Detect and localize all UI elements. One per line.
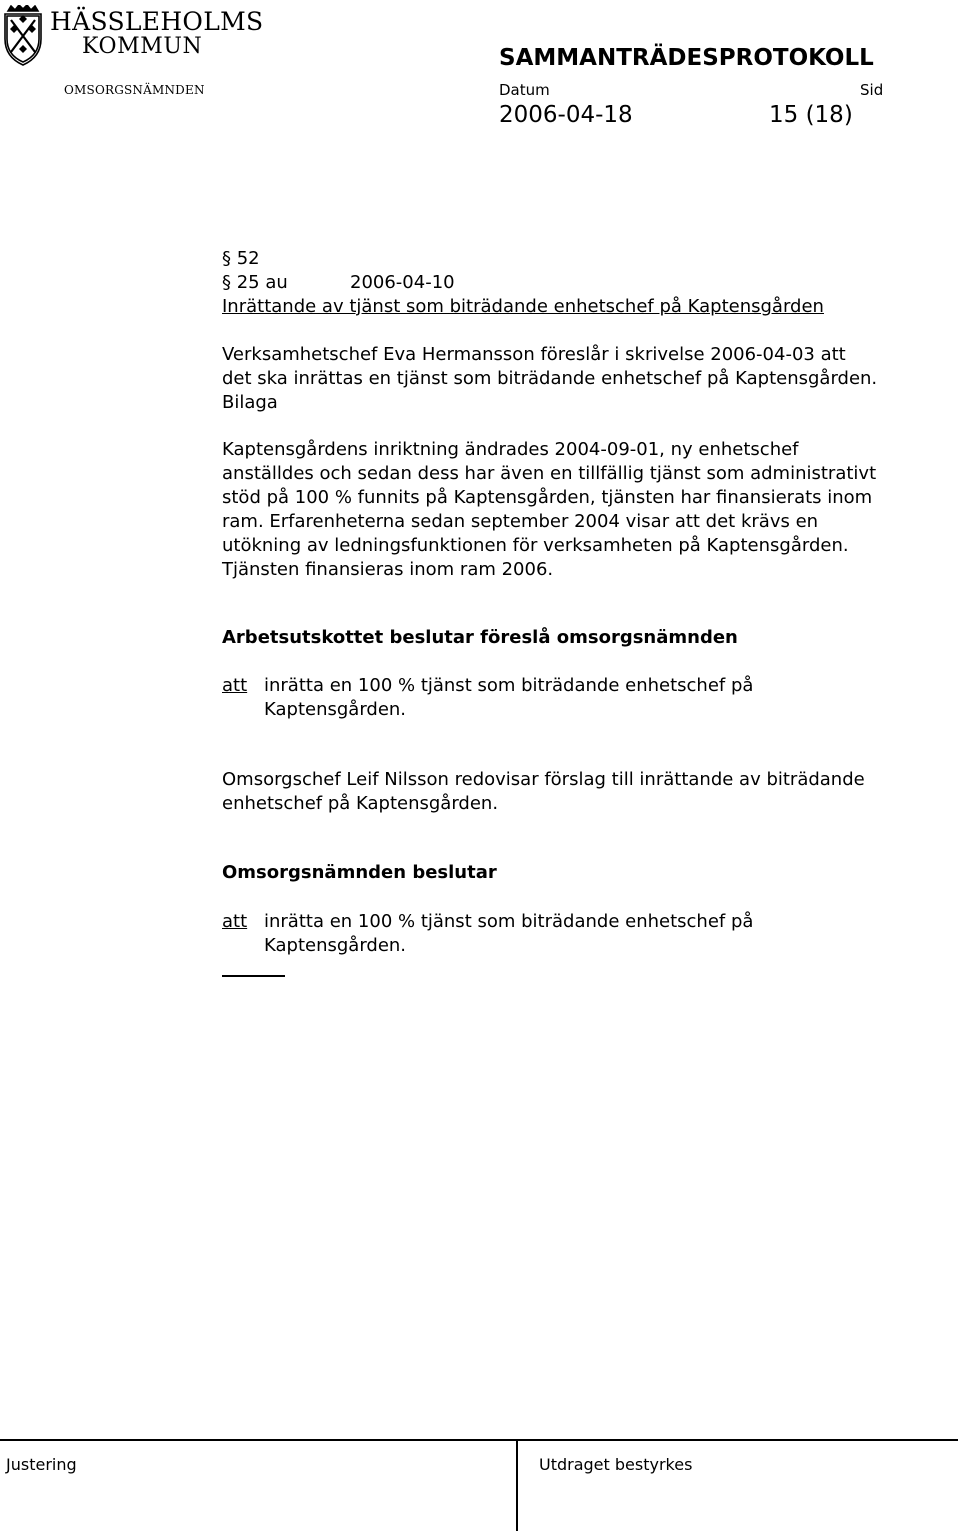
on-heading: Omsorgsnämnden beslutar	[222, 862, 497, 883]
au-decision-line1: inrätta en 100 % tjänst som biträdande enhetschef på	[264, 675, 754, 696]
footer-rule	[0, 1439, 958, 1441]
au-heading: Arbetsutskottet beslutar föreslå omsorgsnämnden	[222, 627, 738, 648]
footer-justering-label: Justering	[6, 1455, 77, 1474]
sub-reference	[222, 271, 288, 295]
on-decision-line2: Kaptensgården.	[264, 935, 407, 956]
on-att: att	[222, 911, 248, 932]
sub-date: 2006-04-10	[350, 272, 455, 293]
para2-line1: Kaptensgårdens inriktning ändrades 2004-09-01, ny enhetschef	[222, 439, 799, 460]
end-rule	[222, 975, 285, 977]
para3-line1: Omsorgschef Leif Nilsson redovisar förslag till inrättande av biträdande	[222, 769, 865, 790]
item-title: Inrättande av tjänst som biträdande enhetschef på Kaptensgården	[222, 296, 824, 317]
para1-line1: Verksamhetschef Eva Hermansson föreslår i skrivelse 2006-04-03 att	[222, 344, 846, 365]
org-name-line2: KOMMUN	[82, 34, 203, 59]
section-number-value: 52	[236, 248, 260, 269]
org-name-line1: HÄSSLEHOLMS	[50, 7, 264, 36]
sub-section-symbol: §	[222, 272, 231, 293]
page-label: Sid	[860, 81, 884, 99]
date-label: Datum	[499, 81, 550, 99]
para2-line6: Tjänsten finansieras inom ram 2006.	[222, 559, 554, 580]
footer-divider	[516, 1441, 518, 1531]
para2-line4: ram. Erfarenheterna sedan september 2004 visar att det krävs en	[222, 511, 819, 532]
attachment-label: Bilaga	[222, 392, 278, 413]
footer-utdrag-label: Utdraget bestyrkes	[539, 1455, 693, 1474]
date-value: 2006-04-18	[499, 102, 633, 128]
para1-line2: det ska inrättas en tjänst som biträdande enhetschef på Kaptensgården.	[222, 368, 878, 389]
para2-line5: utökning av ledningsfunktionen för verksamheten på Kaptensgården.	[222, 535, 849, 556]
page-value: 15 (18)	[769, 102, 853, 128]
para2-line3: stöd på 100 % funnits på Kaptensgården, tjänsten har finansierats inom	[222, 487, 873, 508]
crest-icon	[2, 5, 44, 67]
document-title: SAMMANTRÄDESPROTOKOLL	[499, 45, 874, 71]
para2-line2: anställdes och sedan dess har även en tillfällig tjänst som administrativt	[222, 463, 877, 484]
au-att: att	[222, 675, 248, 696]
au-decision-line2: Kaptensgården.	[264, 699, 407, 720]
department-name: OMSORGSNÄMNDEN	[64, 83, 205, 97]
on-decision-line1: inrätta en 100 % tjänst som biträdande enhetschef på	[264, 911, 754, 932]
section-number	[222, 247, 260, 271]
section-symbol: §	[222, 248, 231, 269]
para3-line2: enhetschef på Kaptensgården.	[222, 793, 499, 814]
sub-number: 25 au	[236, 272, 288, 293]
